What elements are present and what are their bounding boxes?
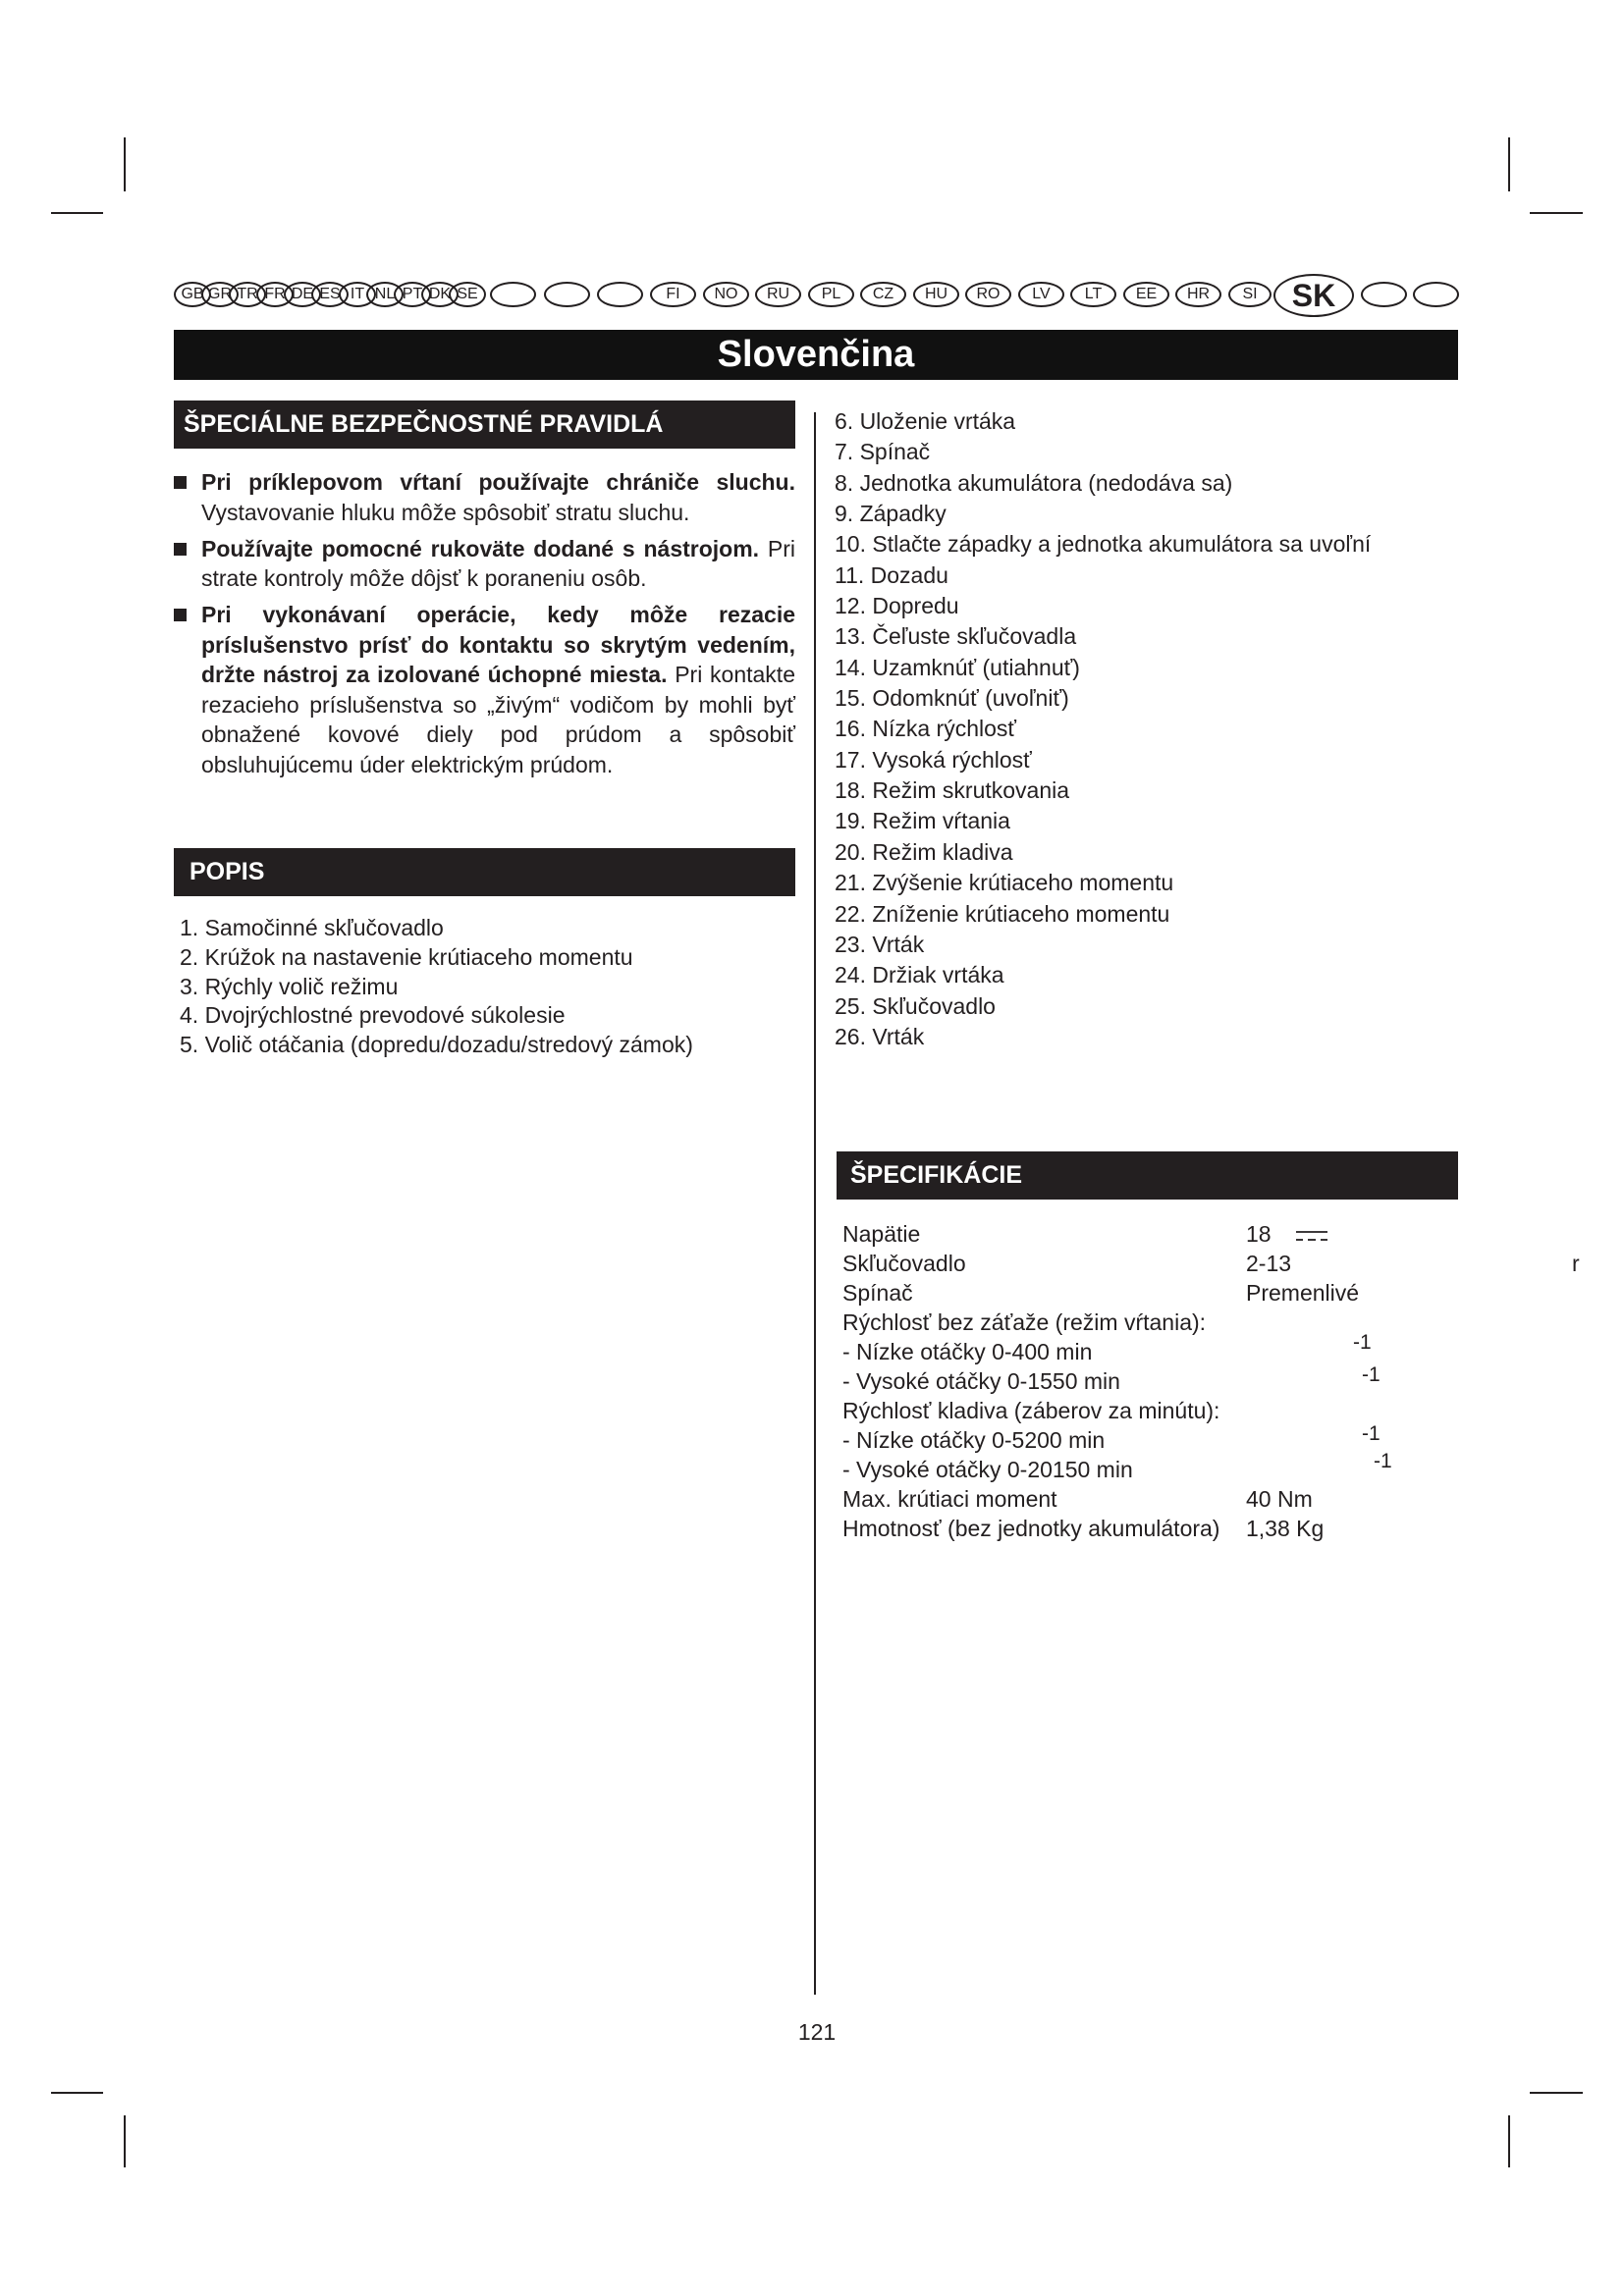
spec-row xyxy=(842,1514,1451,1543)
spec-exponent: -1 xyxy=(1374,1450,1392,1472)
spec-row xyxy=(842,1249,1451,1278)
list-item: 22. Zníženie krútiaceho momentu xyxy=(835,900,1170,927)
language-tab-empty xyxy=(1413,282,1459,307)
spec-value: 18 xyxy=(1246,1221,1272,1247)
list-item: 5. Volič otáčania (dopredu/dozadu/stredový zámok) xyxy=(180,1032,693,1057)
language-tab: FR xyxy=(256,282,294,307)
list-item: 16. Nízka rýchlosť xyxy=(835,716,1017,742)
safety-rule-emphasis: Pri vykonávaní operácie, kedy môže rezacie príslušenstvo prísť do kontaktu so skrytým vedením, držte nástroj za izolované úchopné miesta. xyxy=(201,602,795,687)
list-item: 7. Spínač xyxy=(835,439,931,465)
language-tab: FI xyxy=(650,282,696,307)
language-tab: PT xyxy=(394,282,431,307)
safety-rule-emphasis: Používajte pomocné rukoväte dodané s nástrojom. xyxy=(201,535,760,561)
crop-mark xyxy=(124,2115,126,2167)
spec-label: - Vysoké otáčky 0-20150 min xyxy=(842,1457,1133,1482)
language-tab: RU xyxy=(755,282,801,307)
spec-row xyxy=(842,1422,1451,1455)
language-tab-empty xyxy=(597,282,643,307)
safety-rules xyxy=(174,467,795,786)
spec-row xyxy=(842,1331,1451,1366)
spec-label: - Vysoké otáčky 0-1550 min xyxy=(842,1368,1120,1394)
specifications-table xyxy=(842,1219,1451,1543)
list-item: 12. Dopredu xyxy=(835,593,959,619)
spec-value: 40 Nm xyxy=(1246,1486,1313,1512)
language-tab: DK xyxy=(421,282,459,307)
spec-label: Skľučovadlo xyxy=(842,1251,966,1276)
crop-mark xyxy=(124,137,126,191)
spec-exponent: -1 xyxy=(1353,1331,1372,1354)
safety-rule-text: Pri strate kontroly môže dôjsť k poraneniu osôb. xyxy=(201,535,795,591)
language-tab: GR xyxy=(201,282,239,307)
crop-mark xyxy=(1530,212,1583,214)
page-title: Slovenčina xyxy=(174,330,1458,380)
safety-rule-text: Pri kontakte rezacieho príslušenstva so „živým“ vodičom by mohli byť obnažené kovové diely pod prúdom a spôsobiť obsluhujúcemu úder elektrickým prúdom. xyxy=(201,662,795,777)
crop-mark xyxy=(51,212,103,214)
language-tab: HU xyxy=(913,282,959,307)
spec-value: Premenlivé xyxy=(1246,1280,1360,1306)
specifications-heading: ŠPECIFIKÁCIE xyxy=(837,1151,1458,1200)
spec-label: - Nízke otáčky 0-400 min xyxy=(842,1339,1093,1364)
list-item: 1. Samočinné skľučovadlo xyxy=(180,915,444,940)
list-item: 19. Režim vŕtania xyxy=(835,808,1010,834)
dc-current-icon xyxy=(1294,1224,1329,1244)
list-item: 2. Krúžok na nastavenie krútiaceho momentu xyxy=(180,943,633,970)
list-item: 9. Západky xyxy=(835,501,947,527)
parts-list xyxy=(180,914,693,1060)
language-tab: GB xyxy=(174,282,211,307)
language-tab: EE xyxy=(1123,282,1169,307)
language-tab: LT xyxy=(1070,282,1116,307)
spec-value: 2-13 xyxy=(1246,1251,1292,1276)
spec-label: Hmotnosť (bez jednotky akumulátora) xyxy=(842,1516,1220,1541)
language-tab: SE xyxy=(449,282,486,307)
language-tab-active: SK xyxy=(1273,274,1354,317)
language-tab: RO xyxy=(965,282,1011,307)
list-item: 17. Vysoká rýchlosť xyxy=(835,746,1032,773)
spec-row xyxy=(842,1278,1451,1308)
spec-row xyxy=(842,1219,1451,1249)
crop-mark xyxy=(1508,137,1510,191)
safety-rule-emphasis: Pri príklepovom vŕtaní používajte chrániče sluchu. xyxy=(201,469,795,495)
list-item: 11. Dozadu xyxy=(835,561,948,588)
spec-row xyxy=(842,1396,1451,1425)
list-item: 26. Vrták xyxy=(835,1023,925,1049)
spec-label: Max. krútiaci moment xyxy=(842,1486,1057,1512)
list-item: 3. Rýchly volič režimu xyxy=(180,973,399,999)
language-tab: ES xyxy=(311,282,349,307)
safety-heading: ŠPECIÁLNE BEZPEČNOSTNÉ PRAVIDLÁ xyxy=(174,400,795,449)
spec-row xyxy=(842,1484,1451,1514)
list-item: 20. Režim kladiva xyxy=(835,838,1013,865)
list-item: 18. Režim skrutkovania xyxy=(835,777,1070,804)
bullet-square-icon xyxy=(174,543,187,556)
list-item: 13. Čeľuste skľučovadla xyxy=(835,623,1077,650)
spec-row xyxy=(842,1363,1451,1396)
spec-exponent: -1 xyxy=(1362,1363,1380,1386)
list-item: 14. Uzamknúť (utiahnuť) xyxy=(835,654,1080,680)
list-item: 25. Skľučovadlo xyxy=(835,992,996,1019)
language-tab: NO xyxy=(703,282,749,307)
bullet-square-icon xyxy=(174,476,187,489)
safety-rule xyxy=(174,467,795,527)
language-tab-empty xyxy=(1361,282,1407,307)
spec-label: Rýchlosť kladiva (záberov za minútu): xyxy=(842,1398,1220,1423)
spec-label: Rýchlosť bez záťaže (režim vŕtania): xyxy=(842,1309,1207,1335)
language-tab: TR xyxy=(229,282,266,307)
spec-label: Napätie xyxy=(842,1221,921,1247)
bullet-square-icon xyxy=(174,609,187,621)
spec-value: 1,38 Kg xyxy=(1246,1516,1325,1541)
list-item: 23. Vrták xyxy=(835,931,925,957)
list-item: 8. Jednotka akumulátora (nedodáva sa) xyxy=(835,469,1233,496)
language-tab: DE xyxy=(284,282,321,307)
safety-rule xyxy=(174,534,795,594)
language-tab: IT xyxy=(339,282,376,307)
page-number: 121 xyxy=(797,2019,837,2045)
spec-exponent: -1 xyxy=(1362,1422,1380,1445)
language-tab: NL xyxy=(366,282,404,307)
safety-rule xyxy=(174,600,795,779)
language-tab: PL xyxy=(808,282,854,307)
language-tab-empty xyxy=(490,282,536,307)
language-tab: SI xyxy=(1228,282,1272,307)
list-item: 6. Uloženie vrtáka xyxy=(835,408,1016,434)
spec-label: - Nízke otáčky 0-5200 min xyxy=(842,1427,1106,1453)
language-tab: LV xyxy=(1018,282,1064,307)
list-item: 4. Dvojrýchlostné prevodové súkolesie xyxy=(180,1002,566,1029)
language-tab: HR xyxy=(1175,282,1221,307)
stray-character: r xyxy=(1572,1251,1580,1276)
list-item: 24. Držiak vrtáka xyxy=(835,962,1004,988)
spec-row xyxy=(842,1450,1451,1484)
list-item: 10. Stlačte západky a jednotka akumulátora sa uvoľní xyxy=(835,531,1372,558)
safety-rule-text: Vystavovanie hluku môže spôsobiť stratu sluchu. xyxy=(201,499,690,525)
language-tab: CZ xyxy=(860,282,906,307)
crop-mark xyxy=(1508,2115,1510,2167)
parts-list-continued xyxy=(835,406,1371,1052)
list-item: 15. Odomknúť (uvoľniť) xyxy=(835,685,1069,712)
list-item: 21. Zvýšenie krútiaceho momentu xyxy=(835,870,1174,896)
column-divider xyxy=(814,412,816,1995)
language-tab-empty xyxy=(544,282,590,307)
description-heading: POPIS xyxy=(174,848,795,896)
crop-mark xyxy=(51,2092,103,2094)
spec-label: Spínač xyxy=(842,1280,913,1306)
crop-mark xyxy=(1530,2092,1583,2094)
